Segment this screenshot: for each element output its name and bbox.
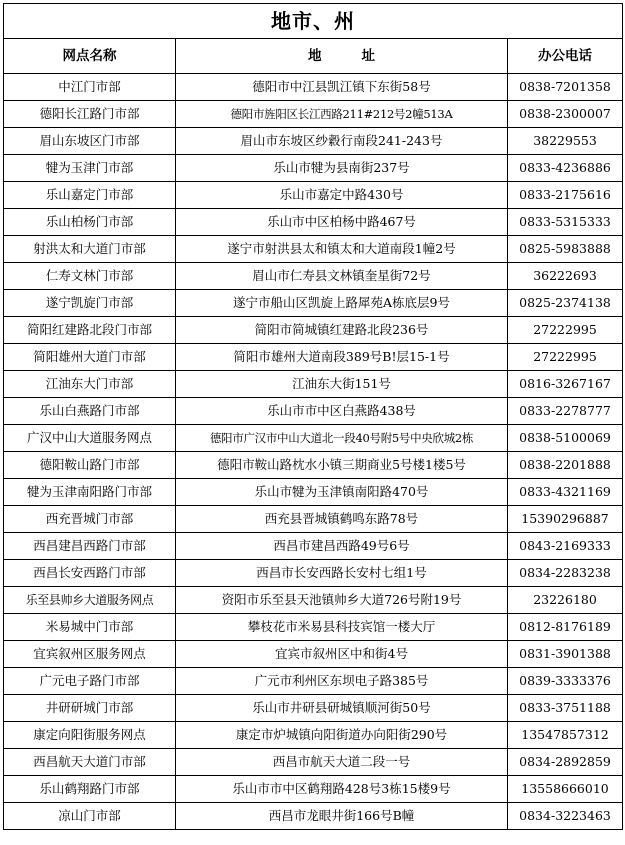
table-row [4,803,623,830]
branch-phone: 38229553 [508,128,623,155]
branch-phone: 36222693 [508,263,623,290]
branch-phone: 0816-3267167 [508,371,623,398]
table-row [4,263,623,290]
branch-phone: 0834-2892859 [508,749,623,776]
table-row [4,479,623,506]
branch-name: 简阳红建路北段门市部 [4,317,176,344]
branch-name: 乐山白燕路门市部 [4,398,176,425]
branch-address: 康定市炉城镇向阳街道办向阳街290号 [176,722,508,749]
branch-phone: 0833-5315333 [508,209,623,236]
branch-address: 西昌市龙眼井街166号B幢 [176,803,508,830]
branch-name: 遂宁凯旋门市部 [4,290,176,317]
branch-phone: 0833-2175616 [508,182,623,209]
table-row [4,722,623,749]
branch-name: 乐至县帅乡大道服务网点 [4,587,176,614]
branch-phone: 0838-2201888 [508,452,623,479]
branch-address: 乐山市井研县研城镇顺河街50号 [176,695,508,722]
branch-phone: 0834-3223463 [508,803,623,830]
branch-phone: 0838-7201358 [508,74,623,101]
branch-address: 广元市利州区东坝电子路385号 [176,668,508,695]
table-row [4,74,623,101]
table-row [4,506,623,533]
branch-phone: 0825-5983888 [508,236,623,263]
table-row [4,425,623,452]
branch-name: 西昌长安西路门市部 [4,560,176,587]
branch-phone: 0833-2278777 [508,398,623,425]
table-row [4,398,623,425]
branch-address: 简阳市简城镇红建路北段236号 [176,317,508,344]
table-row [4,101,623,128]
branch-phone: 0838-2300007 [508,101,623,128]
header-name: 网点名称 [4,39,176,74]
header-row [4,39,623,74]
branch-address: 乐山市市中区白燕路438号 [176,398,508,425]
table-title: 地市、州 [4,4,623,39]
branch-address: 西昌市建昌西路49号6号 [176,533,508,560]
branch-name: 凉山门市部 [4,803,176,830]
branch-address: 乐山市市中区鹤翔路428号3栋15楼9号 [176,776,508,803]
branch-name: 宜宾叙州区服务网点 [4,641,176,668]
branch-phone: 0843-2169333 [508,533,623,560]
branch-address: 西昌市长安西路长安村七组1号 [176,560,508,587]
branch-address: 德阳市旌阳区长江西路211#212号2幢513A [176,101,508,128]
branch-name: 江油东大门市部 [4,371,176,398]
branch-phone: 0833-4236886 [508,155,623,182]
branch-name: 犍为玉津门市部 [4,155,176,182]
branch-address: 德阳市中江县凯江镇下东街58号 [176,74,508,101]
table-row [4,371,623,398]
branch-phone: 0833-3751188 [508,695,623,722]
branch-address: 德阳市广汉市中山大道北一段40号附5号中央欣城2栋 [176,425,508,452]
branch-phone: 23226180 [508,587,623,614]
table-row [4,641,623,668]
branch-address: 资阳市乐至县天池镇帅乡大道726号附19号 [176,587,508,614]
table-row [4,182,623,209]
branch-address: 乐山市犍为玉津镇南阳路470号 [176,479,508,506]
branch-name: 中江门市部 [4,74,176,101]
branch-name: 犍为玉津南阳路门市部 [4,479,176,506]
table-body [4,74,623,830]
branch-phone: 0838-5100069 [508,425,623,452]
branch-name: 西充晋城门市部 [4,506,176,533]
branch-phone: 0831-3901388 [508,641,623,668]
branch-phone: 15390296887 [508,506,623,533]
branch-phone: 13558666010 [508,776,623,803]
branch-address: 遂宁市射洪县太和镇太和大道南段1幢2号 [176,236,508,263]
branch-name: 西昌航天大道门市部 [4,749,176,776]
branch-name: 米易城中门市部 [4,614,176,641]
branch-address: 乐山市中区柏杨中路467号 [176,209,508,236]
branch-name: 广汉中山大道服务网点 [4,425,176,452]
branch-name: 眉山东坡区门市部 [4,128,176,155]
branch-address: 简阳市雄州大道南段389号B!层15-1号 [176,344,508,371]
table-row [4,560,623,587]
table-row [4,209,623,236]
table-row [4,290,623,317]
branch-address: 乐山市嘉定中路430号 [176,182,508,209]
table-row [4,128,623,155]
branch-name: 乐山嘉定门市部 [4,182,176,209]
branch-address: 西充县晋城镇鹤鸣东路78号 [176,506,508,533]
table-row [4,452,623,479]
branch-phone: 0812-8176189 [508,614,623,641]
table-row [4,587,623,614]
branch-address: 眉山市东坡区纱縠行南段241-243号 [176,128,508,155]
table-row [4,614,623,641]
branch-name: 乐山柏杨门市部 [4,209,176,236]
branch-name: 射洪太和大道门市部 [4,236,176,263]
header-address-part-1: 地 [308,48,322,64]
branch-phone: 27222995 [508,317,623,344]
table-row [4,344,623,371]
branch-phone: 13547857312 [508,722,623,749]
branch-address: 乐山市犍为县南街237号 [176,155,508,182]
branch-name: 仁寿文林门市部 [4,263,176,290]
table-row [4,317,623,344]
branch-address: 江油东大街151号 [176,371,508,398]
table-row [4,749,623,776]
table-row [4,695,623,722]
branch-phone: 0839-3333376 [508,668,623,695]
table-row [4,236,623,263]
branch-name: 简阳雄州大道门市部 [4,344,176,371]
branch-name: 西昌建昌西路门市部 [4,533,176,560]
branch-address: 宜宾市叙州区中和街4号 [176,641,508,668]
branch-name: 广元电子路门市部 [4,668,176,695]
header-address [176,39,508,74]
branch-address: 攀枝花市米易县科技宾馆一楼大厅 [176,614,508,641]
branch-phone: 0834-2283238 [508,560,623,587]
branch-name: 德阳长江路门市部 [4,101,176,128]
table-row [4,155,623,182]
branch-table [3,3,623,830]
branch-name: 乐山鹤翔路门市部 [4,776,176,803]
branch-address: 西昌市航天大道二段一号 [176,749,508,776]
header-phone: 办公电话 [508,39,623,74]
branch-name: 康定向阳街服务网点 [4,722,176,749]
branch-address: 眉山市仁寿县文林镇奎星街72号 [176,263,508,290]
title-row [4,4,623,39]
table-row [4,533,623,560]
branch-address: 遂宁市船山区凯旋上路犀苑A栋底层9号 [176,290,508,317]
branch-address: 德阳市鞍山路枕水小镇三期商业5号楼1楼5号 [176,452,508,479]
table-row [4,776,623,803]
branch-name: 井研研城门市部 [4,695,176,722]
branch-phone: 27222995 [508,344,623,371]
branch-phone: 0825-2374138 [508,290,623,317]
table-row [4,668,623,695]
branch-phone: 0833-4321169 [508,479,623,506]
header-address-part-2: 址 [361,48,375,64]
branch-name: 德阳鞍山路门市部 [4,452,176,479]
branch-directory-sheet [3,3,622,842]
